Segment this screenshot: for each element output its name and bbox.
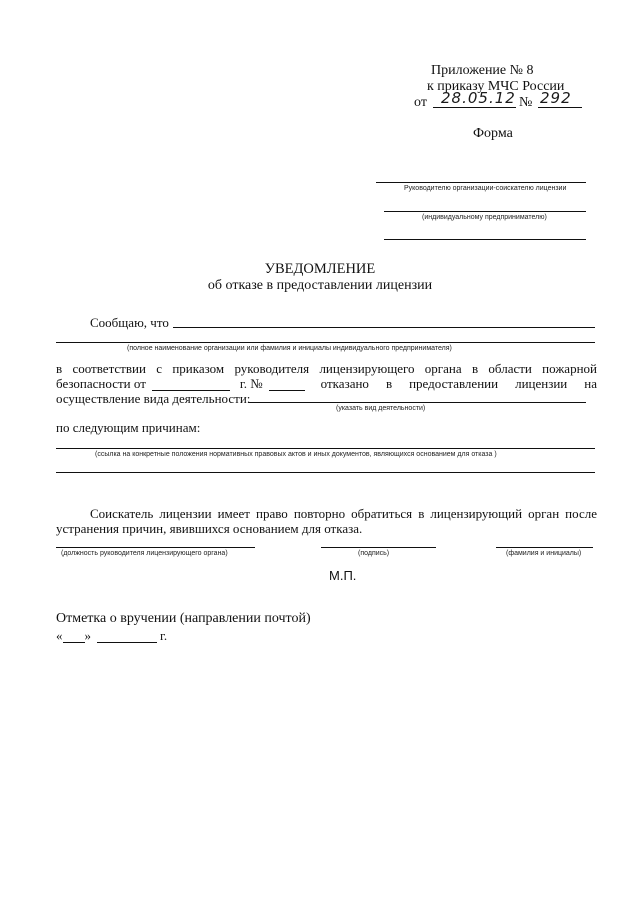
- order-number-handwritten: 292: [540, 89, 572, 107]
- applicant-line-2: [56, 342, 595, 343]
- para1-line-1: [56, 361, 597, 376]
- position-line: [56, 547, 255, 548]
- para2-line-1: [90, 506, 597, 521]
- stamp-label: М.П.: [329, 568, 357, 583]
- position-caption: (должность руководителя лицензирующего органа): [61, 550, 228, 557]
- order-date-line: [433, 107, 516, 108]
- reasons-line-1: [56, 448, 595, 449]
- order-number-line: [538, 107, 582, 108]
- refusal-text: отказано в предоставлении лицензии на: [320, 376, 597, 391]
- recipient-line-3: [384, 239, 586, 240]
- decree-date-blank: [152, 379, 230, 391]
- sign-caption: (подпись): [358, 550, 390, 557]
- delivery-label: Отметка о вручении (направлении почтой): [56, 611, 311, 626]
- delivery-year-suffix: г.: [160, 628, 168, 643]
- activity-label: осуществление вида деятельности:: [56, 391, 251, 406]
- delivery-date-row: [56, 628, 167, 643]
- name-caption: (фамилия и инициалы): [506, 550, 582, 557]
- activity-line: [248, 402, 586, 403]
- recipient-line-2: [384, 211, 586, 212]
- reasons-label: по следующим причинам:: [56, 420, 201, 435]
- reasons-line-2: [56, 472, 595, 473]
- order-date-handwritten: 28.05.12: [441, 89, 516, 107]
- delivery-close-quote: »: [84, 628, 91, 643]
- document-title: УВЕДОМЛЕНИЕ: [264, 261, 376, 277]
- order-reference: к приказу МЧС России: [427, 79, 565, 94]
- reasons-caption: (ссылка на конкретные положения нормативных правовых актов и иных документов, являющихся основанием для отказа ): [95, 451, 497, 458]
- para1-line-2: [56, 376, 597, 391]
- delivery-open-quote: «: [56, 628, 63, 643]
- para2-line-2: устранения причин, явившихся основанием для отказа.: [56, 521, 363, 536]
- sign-line: [321, 547, 436, 548]
- activity-caption: (указать вид деятельности): [336, 405, 426, 412]
- recipient-caption-ip: (индивидуальному предпринимателю): [422, 214, 547, 221]
- para2-line-1-text: Соискатель лицензии имеет право повторно обратиться в лицензирующий орган после: [90, 506, 597, 521]
- decree-date-label: безопасности от: [56, 376, 146, 391]
- delivery-month-blank: [97, 631, 157, 643]
- decree-number-label: г. №: [239, 376, 263, 391]
- para1-line-1-text: в соответствии с приказом руководителя лицензирующего органа в области пожарной: [56, 361, 597, 376]
- document-subtitle: об отказе в предоставлении лицензии: [207, 278, 433, 293]
- decree-number-blank: [269, 379, 305, 391]
- applicant-line-1: [173, 327, 595, 328]
- applicant-caption: (полное наименование организации или фамилия и инициалы индивидуального предпринимателя): [127, 345, 452, 352]
- form-label: Форма: [473, 126, 513, 141]
- inform-label: Сообщаю, что: [90, 315, 169, 330]
- recipient-caption-head: Руководителю организации-соискателю лицензии: [404, 185, 567, 192]
- name-line: [496, 547, 593, 548]
- order-date-prefix: от: [414, 95, 427, 110]
- appendix-label: Приложение № 8: [431, 63, 534, 78]
- recipient-line-1: [376, 182, 586, 183]
- order-number-sign: №: [519, 95, 533, 110]
- delivery-day-blank: [63, 631, 85, 643]
